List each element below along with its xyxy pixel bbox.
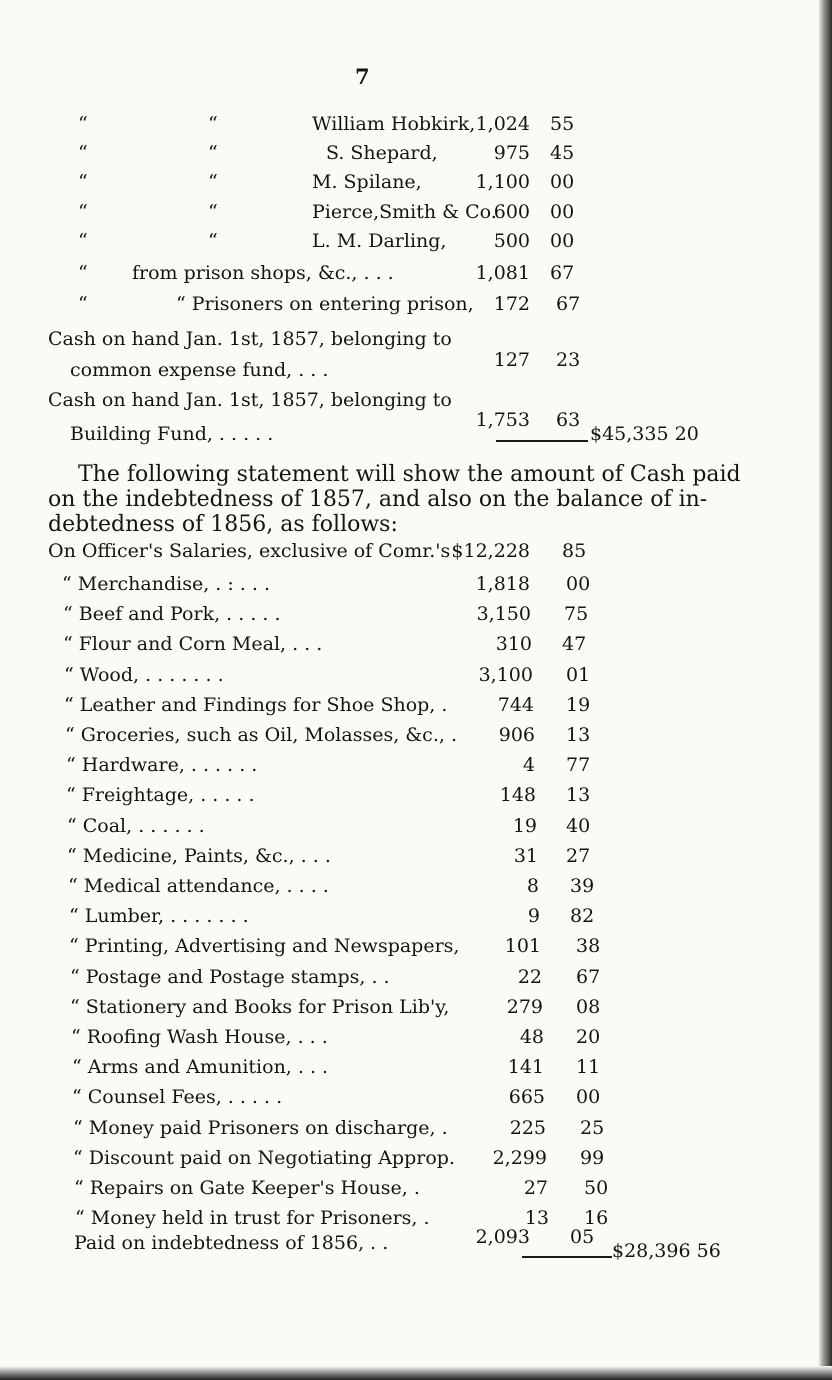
ditto-mark: “ [208, 142, 218, 164]
amount-dollars: 8 [526, 875, 539, 897]
payment-label: “ Lumber, . . . . . . . [69, 905, 249, 927]
amount-dollars: 2,299 [492, 1147, 547, 1169]
payment-row [0, 1174, 832, 1202]
payment-row [0, 537, 832, 565]
payer-name: L. M. Darling, [312, 230, 447, 252]
payment-row [0, 812, 832, 840]
statement-paragraph [48, 462, 741, 537]
amount-dollars: 500 [493, 230, 530, 252]
indebtedness-row [0, 1226, 832, 1262]
total-rule [496, 440, 588, 442]
receipt-row [0, 110, 832, 138]
receipts-total: $45,335 20 [590, 423, 699, 445]
amount-cents: 23 [556, 349, 581, 371]
amount-cents: 13 [566, 784, 591, 806]
amount-cents: 19 [566, 694, 591, 716]
payment-row [0, 721, 832, 749]
amount-cents: 38 [576, 935, 601, 957]
payment-label: “ Groceries, such as Oil, Molasses, &c., . [65, 724, 457, 746]
payment-label: “ Flour and Corn Meal, . . . [63, 633, 323, 655]
ditto-mark: “ [78, 142, 88, 164]
payment-label: “ Printing, Advertising and Newspapers, [69, 935, 460, 957]
amount-cents: 05 [570, 1226, 595, 1248]
amount-cents: 50 [584, 1177, 609, 1199]
amount-cents: 75 [564, 603, 589, 625]
payment-row [0, 1083, 832, 1111]
amount-cents: 67 [576, 966, 601, 988]
amount-dollars: 127 [493, 349, 530, 371]
statement-line: on the indebtedness of 1857, and also on the balance of in- [48, 487, 708, 512]
amount-dollars: 975 [493, 142, 530, 164]
amount-cents: 63 [556, 409, 581, 431]
ditto-mark: “ [78, 262, 88, 284]
payer-name: Pierce,Smith & Co. [312, 201, 497, 223]
amount-cents: 45 [550, 142, 575, 164]
statement-line: The following statement will show the amount of Cash paid [78, 462, 741, 487]
payment-row [0, 570, 832, 598]
cash-common-line-2 [0, 349, 832, 384]
payment-row [0, 842, 832, 870]
amount-dollars: 1,024 [475, 113, 530, 135]
amount-cents: 25 [580, 1117, 605, 1139]
amount-dollars: 3,100 [478, 664, 533, 686]
amount-dollars: 31 [513, 845, 538, 867]
amount-cents: 27 [566, 845, 591, 867]
amount-dollars: 148 [499, 784, 536, 806]
amount-dollars: 141 [507, 1056, 544, 1078]
amount-cents: 77 [566, 754, 591, 776]
ditto-mark: “ [208, 113, 218, 135]
ditto-mark: “ [208, 171, 218, 193]
page-edge-bottom [0, 1366, 832, 1380]
payment-row [0, 963, 832, 991]
ditto-mark: “ [78, 230, 88, 252]
amount-dollars: 1,818 [475, 573, 530, 595]
amount-cents: 08 [576, 996, 601, 1018]
payment-row [0, 902, 832, 930]
payment-label: “ Counsel Fees, . . . . . [72, 1086, 283, 1108]
amount-cents: 00 [550, 230, 575, 252]
payment-row [0, 1023, 832, 1051]
prison-shops-row [0, 259, 832, 287]
cash-common-text: common expense fund, . . . [70, 359, 329, 381]
payment-row [0, 751, 832, 779]
payment-label: “ Medical attendance, . . . . [68, 875, 329, 897]
amount-cents: 67 [556, 293, 581, 315]
payer-name: S. Shepard, [326, 142, 438, 164]
payment-label: “ Freightage, . . . . . [66, 784, 255, 806]
amount-dollars: 279 [506, 996, 543, 1018]
ditto-mark: “ [78, 171, 88, 193]
amount-cents: 82 [570, 905, 595, 927]
payment-row [0, 1144, 832, 1172]
amount-cents: 00 [576, 1086, 601, 1108]
payments-total: $28,396 56 [612, 1240, 721, 1262]
amount-dollars: 19 [512, 815, 537, 837]
amount-dollars: 3,150 [476, 603, 531, 625]
payment-row [0, 691, 832, 719]
payment-label: “ Postage and Postage stamps, . . [70, 966, 390, 988]
cash-building-line-1 [0, 386, 832, 414]
amount-dollars: 13 [524, 1207, 549, 1229]
amount-dollars: 1,753 [475, 409, 530, 431]
payment-label: “ Discount paid on Negotiating Approp. [73, 1147, 455, 1169]
statement-line: debtedness of 1856, as follows: [48, 512, 398, 537]
prisoners-entering-label: “ Prisoners on entering prison, [176, 293, 474, 315]
page-number: 7 [355, 64, 370, 89]
payment-row [0, 1053, 832, 1081]
payment-label: “ Wood, . . . . . . . [64, 664, 224, 686]
amount-cents: 40 [566, 815, 591, 837]
amount-dollars: 310 [495, 633, 532, 655]
payment-row [0, 661, 832, 689]
amount-dollars: 1,081 [475, 262, 530, 284]
amount-dollars: 225 [509, 1117, 546, 1139]
amount-dollars: 1,100 [475, 171, 530, 193]
amount-dollars: $12,228 [451, 540, 530, 562]
cash-building-line-2 [0, 409, 832, 448]
amount-dollars: 27 [523, 1177, 548, 1199]
payment-label: “ Medicine, Paints, &c., . . . [67, 845, 331, 867]
amount-dollars: 9 [527, 905, 540, 927]
receipt-row [0, 139, 832, 167]
ditto-mark: “ [78, 113, 88, 135]
amount-cents: 11 [576, 1056, 601, 1078]
payment-label: “ Arms and Amunition, . . . [72, 1056, 329, 1078]
ditto-mark: “ [208, 201, 218, 223]
payment-label: “ Leather and Findings for Shoe Shop, . [64, 694, 448, 716]
payment-label: On Officer's Salaries, exclusive of Comr.'s [48, 540, 451, 562]
ditto-mark: “ [78, 293, 88, 315]
payment-label: “ Beef and Pork, . . . . . [63, 603, 281, 625]
total-rule [522, 1256, 612, 1258]
amount-cents: 20 [576, 1026, 601, 1048]
payment-row [0, 600, 832, 628]
prisoners-entering-row [0, 290, 832, 318]
amount-cents: 01 [566, 664, 591, 686]
amount-cents: 00 [550, 201, 575, 223]
cash-building-text: Building Fund, . . . . . [70, 423, 274, 445]
amount-dollars: 600 [493, 201, 530, 223]
payment-label: “ Roofing Wash House, . . . [71, 1026, 328, 1048]
payment-label: “ Money paid Prisoners on discharge, . [73, 1117, 448, 1139]
payment-row [0, 1114, 832, 1142]
amount-cents: 13 [566, 724, 591, 746]
amount-cents: 55 [550, 113, 575, 135]
amount-dollars: 2,093 [475, 1226, 530, 1248]
payer-name: William Hobkirk, [312, 113, 476, 135]
receipt-row [0, 198, 832, 226]
payment-row [0, 1204, 832, 1232]
payment-row [0, 630, 832, 658]
amount-cents: 16 [584, 1207, 609, 1229]
ditto-mark: “ [78, 201, 88, 223]
payment-label: “ Merchandise, . : . . . [62, 573, 271, 595]
payment-label: “ Stationery and Books for Prison Lib'y, [70, 996, 450, 1018]
amount-cents: 99 [580, 1147, 605, 1169]
payer-name: M. Spilane, [312, 171, 422, 193]
amount-cents: 67 [550, 262, 575, 284]
amount-dollars: 48 [519, 1026, 544, 1048]
amount-dollars: 22 [517, 966, 542, 988]
indebtedness-label: Paid on indebtedness of 1856, . . [74, 1232, 389, 1254]
amount-dollars: 744 [497, 694, 534, 716]
amount-dollars: 4 [522, 754, 535, 776]
cash-common-line-1 [0, 325, 832, 353]
amount-cents: 85 [562, 540, 587, 562]
cash-building-text: Cash on hand Jan. 1st, 1857, belonging to [48, 389, 452, 411]
payment-label: “ Coal, . . . . . . [67, 815, 205, 837]
payment-row [0, 932, 832, 960]
payment-label: “ Money held in trust for Prisoners, . [75, 1207, 430, 1229]
payment-label: “ Repairs on Gate Keeper's House, . [74, 1177, 420, 1199]
amount-dollars: 172 [493, 293, 530, 315]
receipt-row [0, 227, 832, 255]
prison-shops-label: from prison shops, &c., . . . [132, 262, 394, 284]
amount-dollars: 101 [504, 935, 541, 957]
amount-cents: 39 [570, 875, 595, 897]
payment-row [0, 872, 832, 900]
amount-cents: 00 [550, 171, 575, 193]
receipt-row [0, 168, 832, 196]
amount-cents: 47 [562, 633, 587, 655]
payment-label: “ Hardware, . . . . . . [66, 754, 258, 776]
payment-row [0, 781, 832, 809]
cash-common-text: Cash on hand Jan. 1st, 1857, belonging to [48, 328, 452, 350]
amount-dollars: 665 [508, 1086, 545, 1108]
ditto-mark: “ [208, 230, 218, 252]
amount-cents: 00 [566, 573, 591, 595]
payment-row [0, 993, 832, 1021]
amount-dollars: 906 [498, 724, 535, 746]
